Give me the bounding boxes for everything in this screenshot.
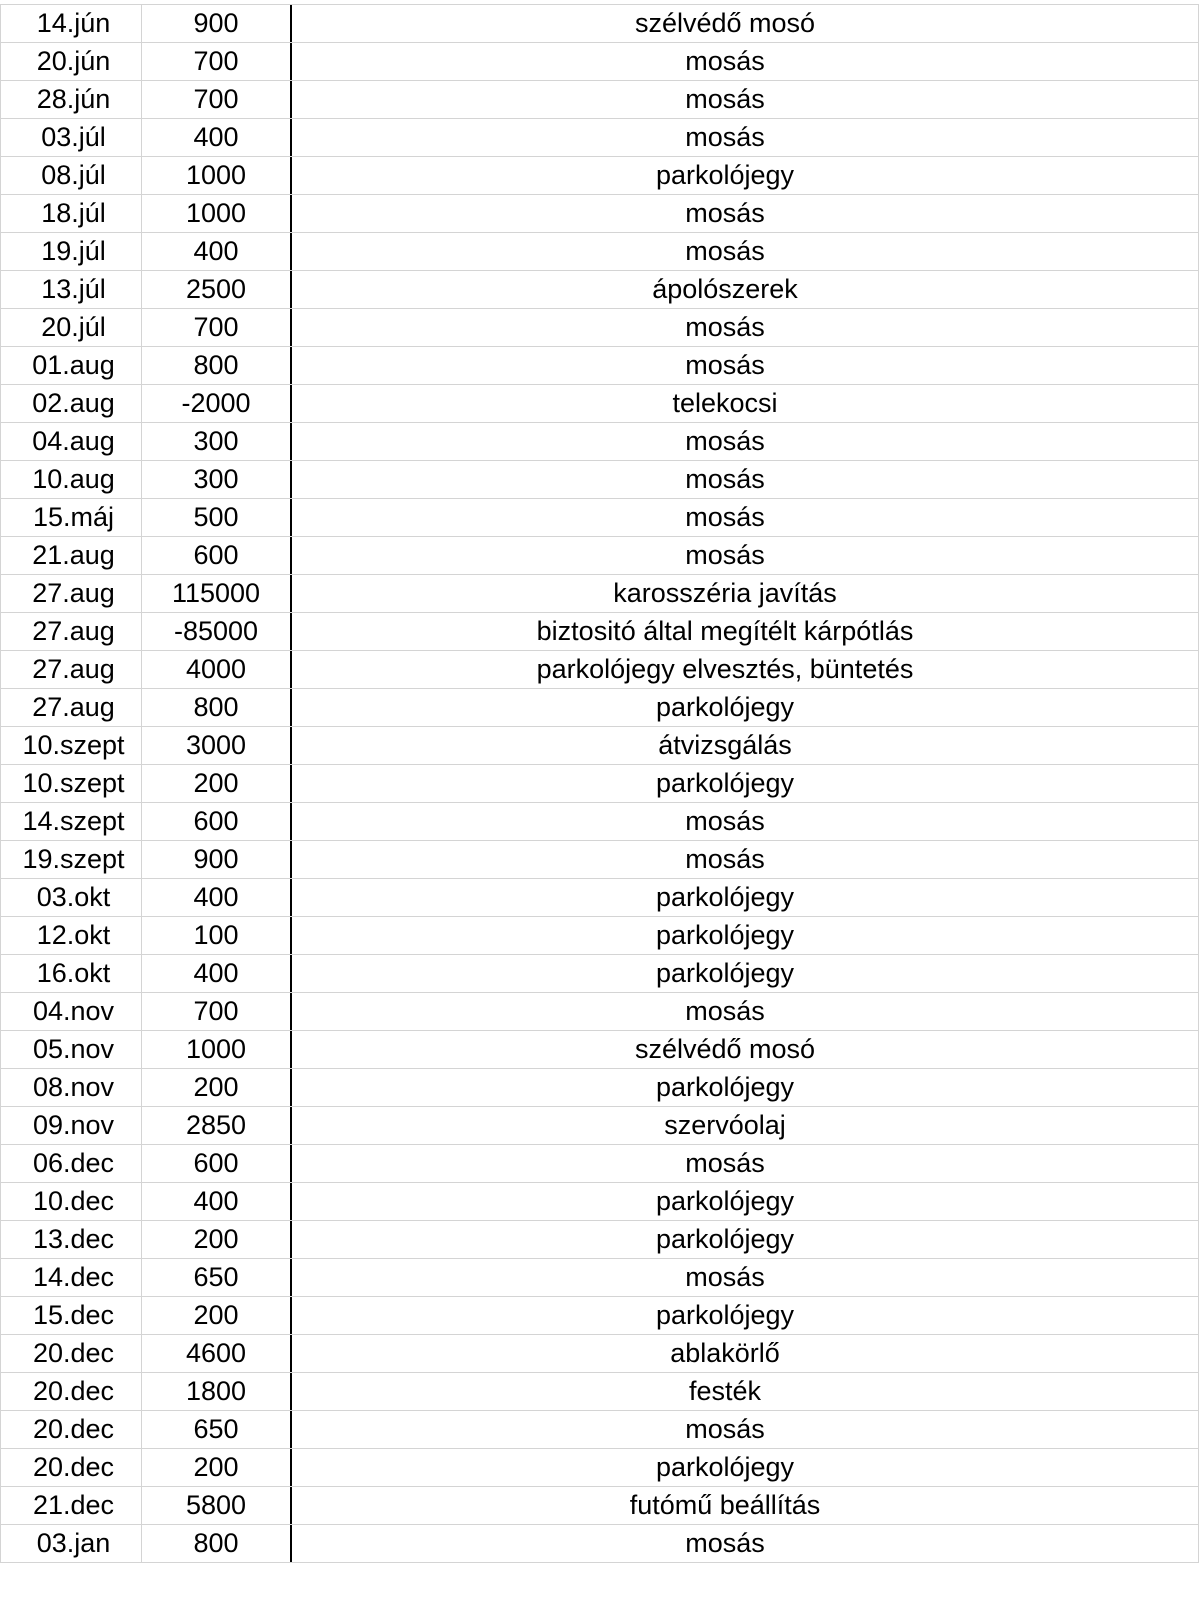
- table-row: [0, 841, 1199, 879]
- description-cell[interactable]: ablakörlő: [292, 1335, 1199, 1372]
- table-row: [0, 271, 1199, 309]
- date-cell[interactable]: 20.dec: [0, 1373, 142, 1410]
- date-cell[interactable]: 20.dec: [0, 1335, 142, 1372]
- amount-cell[interactable]: 200: [142, 1221, 292, 1258]
- amount-cell[interactable]: 400: [142, 119, 292, 156]
- date-cell[interactable]: 28.jún: [0, 81, 142, 118]
- date-cell[interactable]: 10.dec: [0, 1183, 142, 1220]
- table-row: [0, 1183, 1199, 1221]
- amount-cell[interactable]: 200: [142, 1449, 292, 1486]
- description-cell[interactable]: mosás: [292, 309, 1199, 346]
- amount-cell[interactable]: 1000: [142, 1031, 292, 1068]
- description-cell[interactable]: mosás: [292, 1525, 1199, 1562]
- description-cell[interactable]: mosás: [292, 803, 1199, 840]
- description-cell[interactable]: parkolójegy elvesztés, büntetés: [292, 651, 1199, 688]
- table-row: [0, 879, 1199, 917]
- table-row: [0, 195, 1199, 233]
- table-row: [0, 385, 1199, 423]
- description-cell[interactable]: átvizsgálás: [292, 727, 1199, 764]
- table-row: [0, 461, 1199, 499]
- date-cell[interactable]: 19.júl: [0, 233, 142, 270]
- table-row: [0, 1221, 1199, 1259]
- table-row: [0, 43, 1199, 81]
- table-row: [0, 1335, 1199, 1373]
- date-cell[interactable]: 10.szept: [0, 765, 142, 802]
- table-row: [0, 309, 1199, 347]
- description-cell[interactable]: parkolójegy: [292, 1069, 1199, 1106]
- date-cell[interactable]: 21.dec: [0, 1487, 142, 1524]
- table-row: [0, 689, 1199, 727]
- amount-cell[interactable]: 300: [142, 461, 292, 498]
- amount-cell[interactable]: 400: [142, 233, 292, 270]
- table-row: [0, 423, 1199, 461]
- amount-cell[interactable]: 400: [142, 879, 292, 916]
- date-cell[interactable]: 08.nov: [0, 1069, 142, 1106]
- amount-cell[interactable]: 700: [142, 81, 292, 118]
- description-cell[interactable]: parkolójegy: [292, 157, 1199, 194]
- table-row: [0, 993, 1199, 1031]
- date-cell[interactable]: 14.jún: [0, 5, 142, 42]
- description-cell[interactable]: karosszéria javítás: [292, 575, 1199, 612]
- date-cell[interactable]: 20.jún: [0, 43, 142, 80]
- table-row: [0, 613, 1199, 651]
- date-cell[interactable]: 04.nov: [0, 993, 142, 1030]
- amount-cell[interactable]: 800: [142, 689, 292, 726]
- description-cell[interactable]: parkolójegy: [292, 689, 1199, 726]
- date-cell[interactable]: 12.okt: [0, 917, 142, 954]
- date-cell[interactable]: 27.aug: [0, 651, 142, 688]
- amount-cell[interactable]: 1000: [142, 195, 292, 232]
- amount-cell[interactable]: 1800: [142, 1373, 292, 1410]
- date-cell[interactable]: 20.dec: [0, 1411, 142, 1448]
- description-cell[interactable]: biztositó által megítélt kárpótlás: [292, 613, 1199, 650]
- description-cell[interactable]: mosás: [292, 233, 1199, 270]
- description-cell[interactable]: mosás: [292, 423, 1199, 460]
- date-cell[interactable]: 01.aug: [0, 347, 142, 384]
- table-row: [0, 575, 1199, 613]
- table-row: [0, 1373, 1199, 1411]
- date-cell[interactable]: 18.júl: [0, 195, 142, 232]
- date-cell[interactable]: 19.szept: [0, 841, 142, 878]
- amount-cell[interactable]: 600: [142, 537, 292, 574]
- description-cell[interactable]: mosás: [292, 993, 1199, 1030]
- date-cell[interactable]: 10.aug: [0, 461, 142, 498]
- date-cell[interactable]: 27.aug: [0, 575, 142, 612]
- amount-cell[interactable]: 800: [142, 1525, 292, 1562]
- description-cell[interactable]: parkolójegy: [292, 1297, 1199, 1334]
- description-cell[interactable]: mosás: [292, 1411, 1199, 1448]
- amount-cell[interactable]: 700: [142, 309, 292, 346]
- date-cell[interactable]: 03.okt: [0, 879, 142, 916]
- description-cell[interactable]: futómű beállítás: [292, 1487, 1199, 1524]
- date-cell[interactable]: 13.dec: [0, 1221, 142, 1258]
- date-cell[interactable]: 27.aug: [0, 613, 142, 650]
- date-cell[interactable]: 20.dec: [0, 1449, 142, 1486]
- table-row: [0, 157, 1199, 195]
- date-cell[interactable]: 04.aug: [0, 423, 142, 460]
- table-row: [0, 233, 1199, 271]
- table-row: [0, 803, 1199, 841]
- description-cell[interactable]: festék: [292, 1373, 1199, 1410]
- table-row: [0, 1107, 1199, 1145]
- amount-cell[interactable]: 2850: [142, 1107, 292, 1144]
- amount-cell[interactable]: 700: [142, 993, 292, 1030]
- amount-cell[interactable]: 4600: [142, 1335, 292, 1372]
- date-cell[interactable]: 06.dec: [0, 1145, 142, 1182]
- amount-cell[interactable]: 3000: [142, 727, 292, 764]
- description-cell[interactable]: szélvédő mosó: [292, 5, 1199, 42]
- date-cell[interactable]: 15.dec: [0, 1297, 142, 1334]
- date-cell[interactable]: 10.szept: [0, 727, 142, 764]
- amount-cell[interactable]: -85000: [142, 613, 292, 650]
- amount-cell[interactable]: 900: [142, 841, 292, 878]
- date-cell[interactable]: 13.júl: [0, 271, 142, 308]
- table-row: [0, 119, 1199, 157]
- date-cell[interactable]: 16.okt: [0, 955, 142, 992]
- date-cell[interactable]: 20.júl: [0, 309, 142, 346]
- table-row: [0, 537, 1199, 575]
- table-row: [0, 727, 1199, 765]
- description-cell[interactable]: parkolójegy: [292, 1183, 1199, 1220]
- amount-cell[interactable]: 650: [142, 1259, 292, 1296]
- table-row: [0, 5, 1199, 43]
- date-cell[interactable]: 09.nov: [0, 1107, 142, 1144]
- amount-cell[interactable]: 200: [142, 1069, 292, 1106]
- table-row: [0, 955, 1199, 993]
- description-cell[interactable]: telekocsi: [292, 385, 1199, 422]
- amount-cell[interactable]: 900: [142, 5, 292, 42]
- description-cell[interactable]: parkolójegy: [292, 917, 1199, 954]
- amount-cell[interactable]: 300: [142, 423, 292, 460]
- table-row: [0, 1297, 1199, 1335]
- table-row: [0, 1525, 1199, 1563]
- amount-cell[interactable]: 100: [142, 917, 292, 954]
- amount-cell[interactable]: 800: [142, 347, 292, 384]
- amount-cell[interactable]: 2500: [142, 271, 292, 308]
- date-cell[interactable]: 14.dec: [0, 1259, 142, 1296]
- date-cell[interactable]: 02.aug: [0, 385, 142, 422]
- amount-cell[interactable]: 1000: [142, 157, 292, 194]
- table-row: [0, 1031, 1199, 1069]
- amount-cell[interactable]: 600: [142, 803, 292, 840]
- table-row: [0, 1449, 1199, 1487]
- amount-cell[interactable]: -2000: [142, 385, 292, 422]
- table-row: [0, 651, 1199, 689]
- description-cell[interactable]: parkolójegy: [292, 955, 1199, 992]
- description-cell[interactable]: parkolójegy: [292, 879, 1199, 916]
- description-cell[interactable]: ápolószerek: [292, 271, 1199, 308]
- amount-cell[interactable]: 400: [142, 955, 292, 992]
- table-row: [0, 1259, 1199, 1297]
- amount-cell[interactable]: 500: [142, 499, 292, 536]
- amount-cell[interactable]: 4000: [142, 651, 292, 688]
- description-cell[interactable]: parkolójegy: [292, 1449, 1199, 1486]
- amount-cell[interactable]: 700: [142, 43, 292, 80]
- spreadsheet-grid: [0, 4, 1199, 1563]
- date-cell[interactable]: 03.júl: [0, 119, 142, 156]
- amount-cell[interactable]: 400: [142, 1183, 292, 1220]
- amount-cell[interactable]: 200: [142, 1297, 292, 1334]
- table-row: [0, 499, 1199, 537]
- description-cell[interactable]: mosás: [292, 537, 1199, 574]
- amount-cell[interactable]: 115000: [142, 575, 292, 612]
- description-cell[interactable]: mosás: [292, 347, 1199, 384]
- description-cell[interactable]: mosás: [292, 81, 1199, 118]
- description-cell[interactable]: mosás: [292, 119, 1199, 156]
- description-cell[interactable]: mosás: [292, 195, 1199, 232]
- description-cell[interactable]: mosás: [292, 1259, 1199, 1296]
- description-cell[interactable]: mosás: [292, 43, 1199, 80]
- date-cell[interactable]: 15.máj: [0, 499, 142, 536]
- table-row: [0, 765, 1199, 803]
- date-cell[interactable]: 14.szept: [0, 803, 142, 840]
- date-cell[interactable]: 27.aug: [0, 689, 142, 726]
- table-row: [0, 917, 1199, 955]
- amount-cell[interactable]: 5800: [142, 1487, 292, 1524]
- description-cell[interactable]: szélvédő mosó: [292, 1031, 1199, 1068]
- amount-cell[interactable]: 200: [142, 765, 292, 802]
- table-row: [0, 81, 1199, 119]
- date-cell[interactable]: 08.júl: [0, 157, 142, 194]
- table-row: [0, 1411, 1199, 1449]
- table-row: [0, 347, 1199, 385]
- description-cell[interactable]: szervóolaj: [292, 1107, 1199, 1144]
- description-cell[interactable]: mosás: [292, 1145, 1199, 1182]
- date-cell[interactable]: 05.nov: [0, 1031, 142, 1068]
- description-cell[interactable]: mosás: [292, 461, 1199, 498]
- description-cell[interactable]: mosás: [292, 499, 1199, 536]
- description-cell[interactable]: mosás: [292, 841, 1199, 878]
- date-cell[interactable]: 03.jan: [0, 1525, 142, 1562]
- table-row: [0, 1487, 1199, 1525]
- amount-cell[interactable]: 650: [142, 1411, 292, 1448]
- description-cell[interactable]: parkolójegy: [292, 765, 1199, 802]
- amount-cell[interactable]: 600: [142, 1145, 292, 1182]
- date-cell[interactable]: 21.aug: [0, 537, 142, 574]
- table-row: [0, 1069, 1199, 1107]
- table-row: [0, 1145, 1199, 1183]
- description-cell[interactable]: parkolójegy: [292, 1221, 1199, 1258]
